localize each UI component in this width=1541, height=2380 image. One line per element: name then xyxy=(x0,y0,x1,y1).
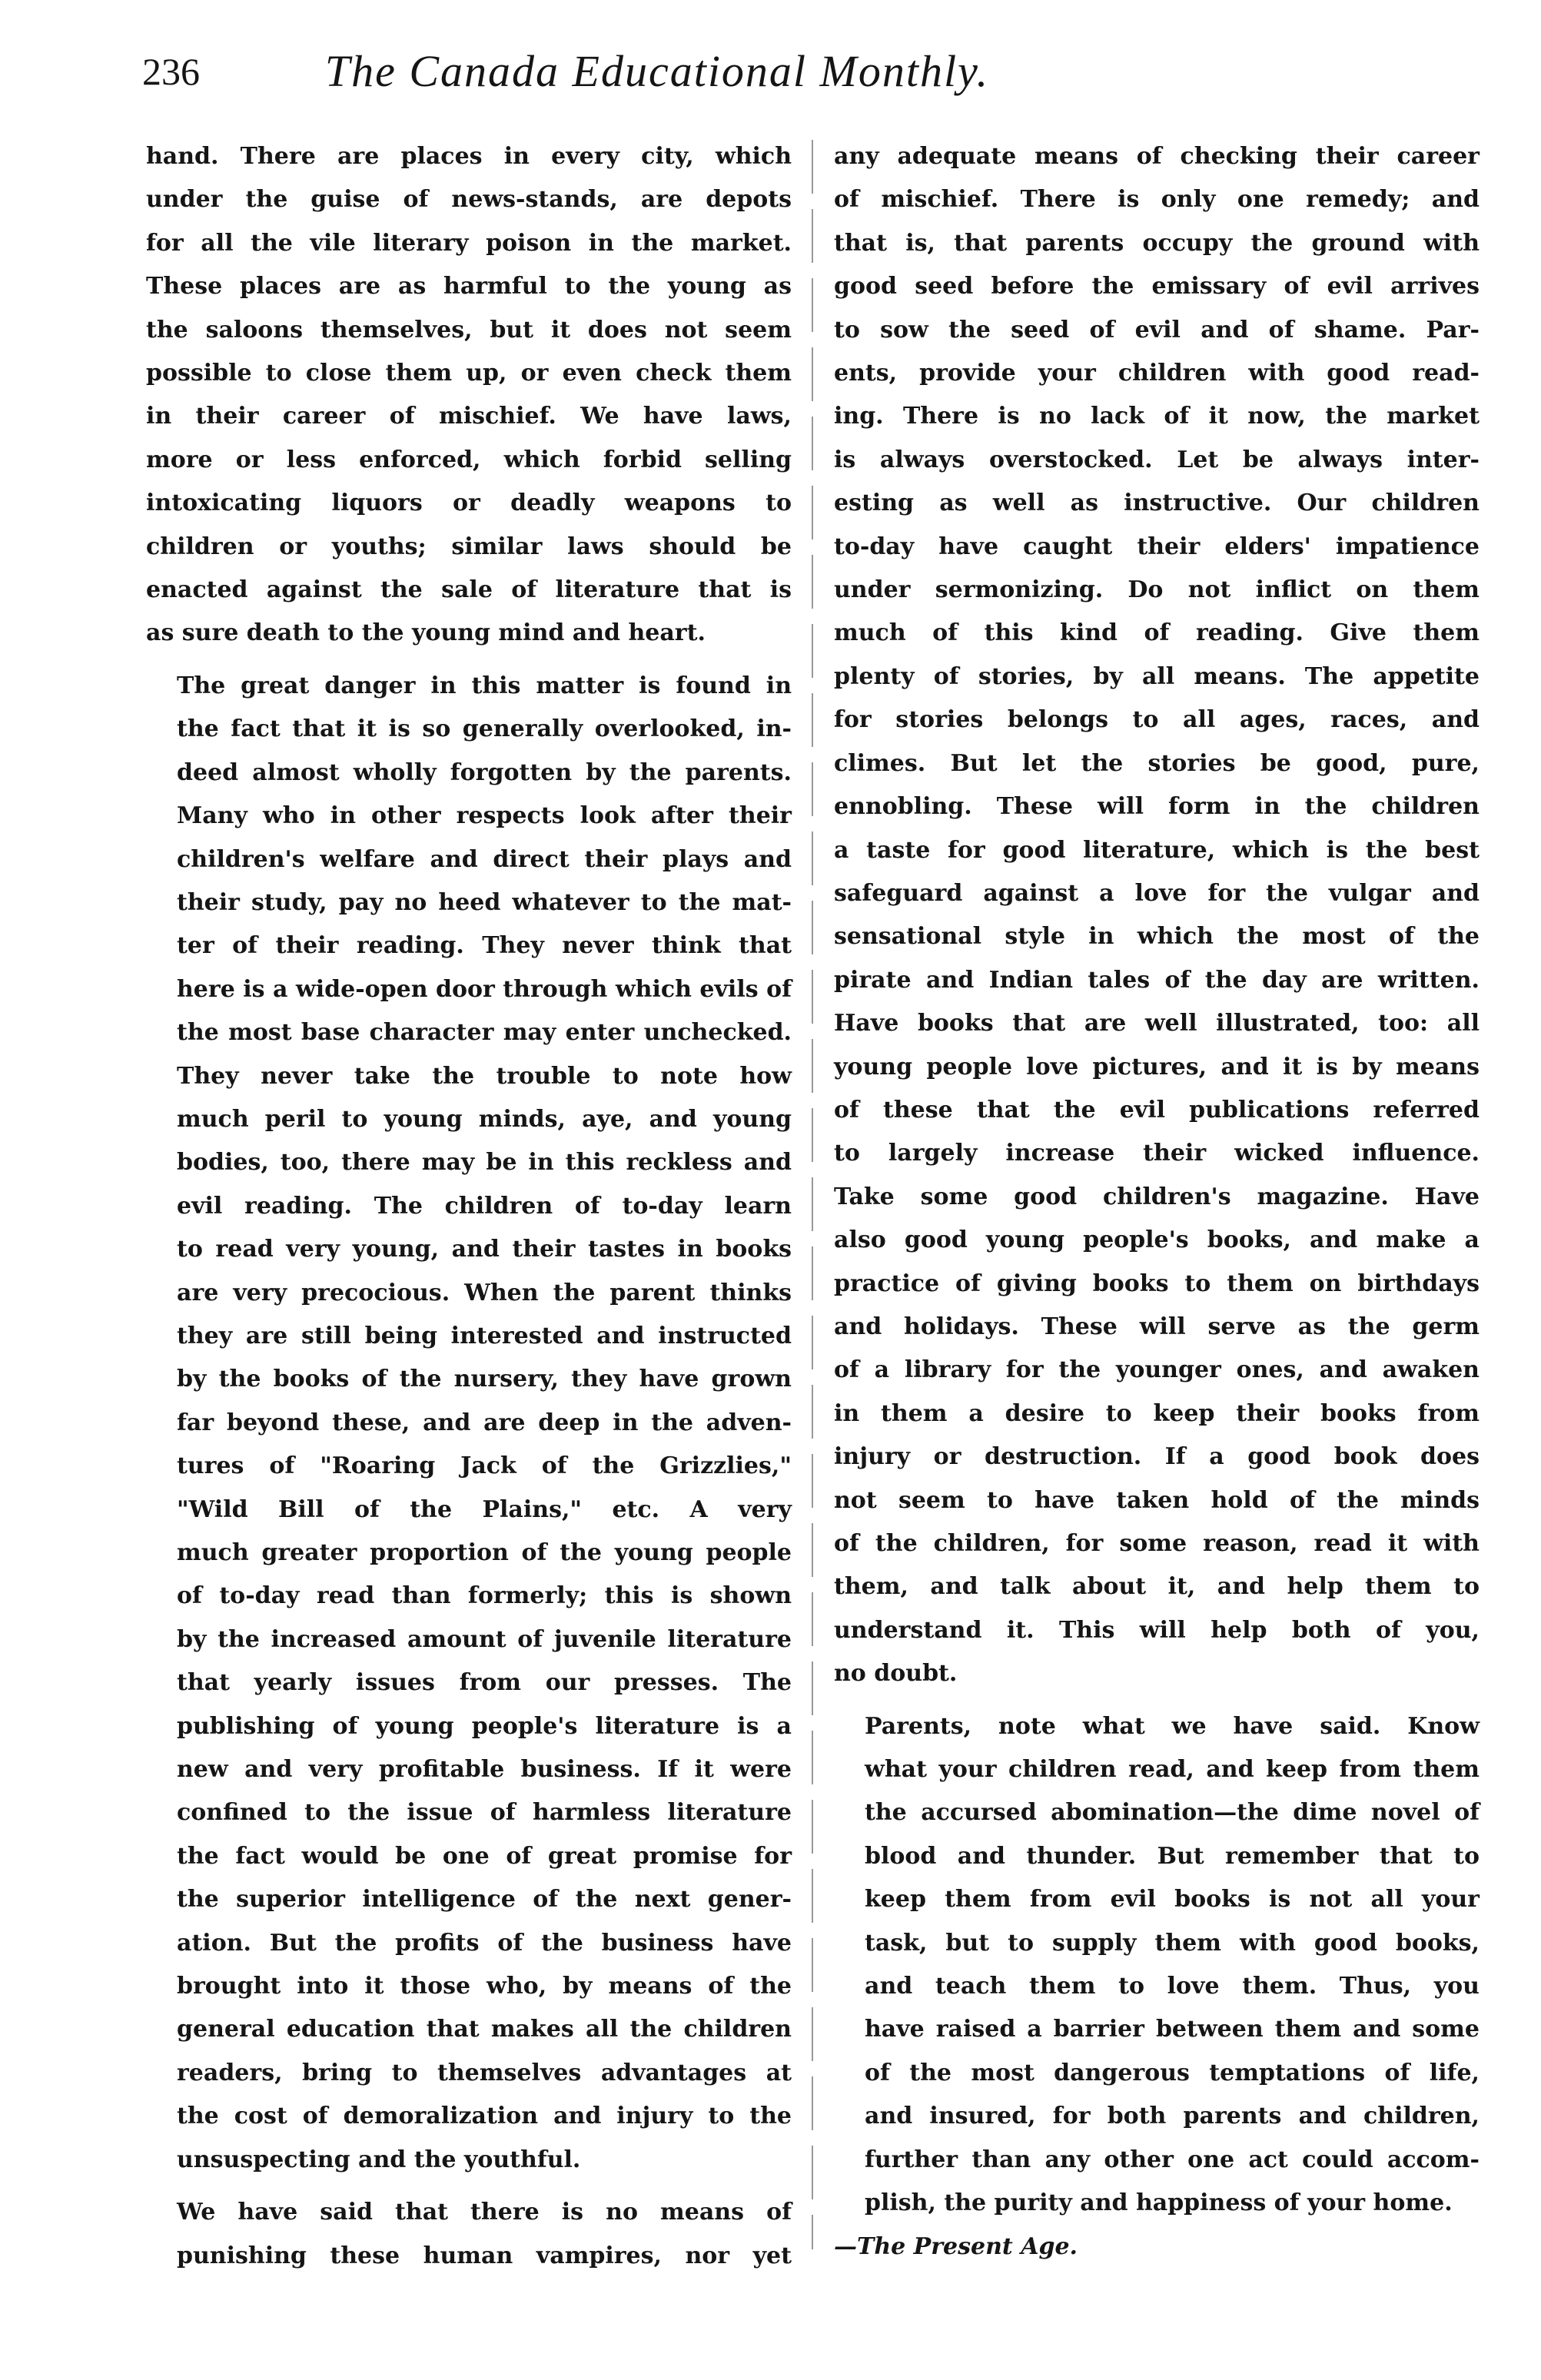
text-line: general education that makes all the children xyxy=(177,2016,792,2043)
text-line: the accursed abomination—the dime novel of xyxy=(865,1799,1480,1827)
text-line: ing. There is no lack of it now, the market xyxy=(834,403,1480,430)
text-line: much of this kind of reading. Give them xyxy=(834,619,1480,647)
left-column xyxy=(146,135,792,2287)
text-line: keep them from evil books is not all your xyxy=(865,1886,1480,1914)
text-line: injury or destruction. If a good book does xyxy=(834,1443,1480,1471)
text-line: These places are as harmful to the young as xyxy=(146,273,792,300)
text-line: tures of "Roaring Jack of the Grizzlies," xyxy=(177,1452,792,1480)
paragraph xyxy=(834,1705,1480,2226)
text-line: the superior intelligence of the next gener- xyxy=(177,1886,792,1914)
text-line: ents, provide your children with good read- xyxy=(834,360,1480,387)
text-line: ation. But the profits of the business have xyxy=(177,1929,792,1957)
text-line: intoxicating liquors or deadly weapons to xyxy=(146,490,792,517)
text-line: good seed before the emissary of evil arrives xyxy=(834,273,1480,300)
text-line: have raised a barrier between them and some xyxy=(865,2016,1480,2043)
text-line: "Wild Bill of the Plains," etc. A very xyxy=(177,1495,792,1523)
text-line: climes. But let the stories be good, pure, xyxy=(834,749,1480,777)
running-title: The Canada Educational Monthly. xyxy=(324,46,990,96)
text-line: task, but to supply them with good books, xyxy=(865,1929,1480,1957)
text-line: not seem to have taken hold of the minds xyxy=(834,1486,1480,1514)
text-line: esting as well as instructive. Our children xyxy=(834,490,1480,517)
text-line: that is, that parents occupy the ground with xyxy=(834,229,1480,257)
text-line: of a library for the younger ones, and awaken xyxy=(834,1356,1480,1384)
text-line: practice of giving books to them on birthdays xyxy=(834,1270,1480,1297)
text-line: under the guise of news-stands, are depots xyxy=(146,186,792,214)
text-line: any adequate means of checking their career xyxy=(834,143,1480,170)
text-line: enacted against the sale of literature that is xyxy=(146,576,792,604)
text-line: plish, the purity and happiness of your home. xyxy=(865,2189,1453,2217)
text-line: of to-day read than formerly; this is shown xyxy=(177,1582,792,1610)
text-line: unsuspecting and the youthful. xyxy=(177,2146,581,2173)
text-line: ter of their reading. They never think that xyxy=(177,932,792,960)
text-line: hand. There are places in every city, which xyxy=(146,143,792,170)
text-line: to largely increase their wicked influence. xyxy=(834,1140,1480,1167)
text-line: is always overstocked. Let be always inter- xyxy=(834,446,1480,473)
text-line: to sow the seed of evil and of shame. Par- xyxy=(834,316,1480,344)
text-line: far beyond these, and are deep in the adven- xyxy=(177,1409,792,1436)
text-line: Many who in other respects look after their xyxy=(177,802,792,830)
text-line: much peril to young minds, aye, and young xyxy=(177,1105,792,1133)
paragraph xyxy=(146,665,792,2182)
page-header xyxy=(142,45,1172,98)
text-line: readers, bring to themselves advantages at xyxy=(177,2059,792,2086)
text-line: further than any other one act could accom- xyxy=(865,2146,1480,2173)
text-line: Take some good children's magazine. Have xyxy=(834,1183,1480,1210)
text-line: Parents, note what we have said. Know xyxy=(865,1712,1480,1740)
text-line: their study, pay no heed whatever to the mat- xyxy=(177,888,792,916)
text-line: understand it. This will help both of you, xyxy=(834,1616,1480,1644)
text-line: new and very profitable business. If it were xyxy=(177,1756,792,1784)
text-line: young people love pictures, and it is by means xyxy=(834,1053,1480,1080)
text-line: to-day have caught their elders' impatience xyxy=(834,533,1480,560)
text-line: possible to close them up, or even check them xyxy=(146,360,792,387)
text-line: evil reading. The children of to-day learn xyxy=(177,1192,792,1220)
text-line: pirate and Indian tales of the day are written. xyxy=(834,966,1480,994)
text-line: We have said that there is no means of xyxy=(177,2199,792,2226)
text-line: what your children read, and keep from them xyxy=(865,1756,1480,1784)
text-line: here is a wide-open door through which evils of xyxy=(177,975,792,1003)
right-column xyxy=(834,135,1480,2287)
text-line: under sermonizing. Do not inflict on them xyxy=(834,576,1480,604)
paragraph xyxy=(834,135,1480,1696)
text-line: no doubt. xyxy=(834,1660,958,1688)
text-line: in them a desire to keep their books from xyxy=(834,1399,1480,1427)
attribution: —The Present Age. xyxy=(834,2232,1078,2260)
column-divider xyxy=(812,140,813,2249)
text-line: in their career of mischief. We have laws, xyxy=(146,403,792,430)
text-line: they are still being interested and instructed xyxy=(177,1322,792,1349)
text-line: children's welfare and direct their plays and xyxy=(177,845,792,873)
text-line: punishing these human vampires, nor yet xyxy=(177,2242,792,2269)
text-line: of the children, for some reason, read it with xyxy=(834,1530,1480,1557)
text-line: and teach them to love them. Thus, you xyxy=(865,1973,1480,2000)
text-line: them, and talk about it, and help them to xyxy=(834,1573,1480,1601)
text-line: that yearly issues from our presses. The xyxy=(177,1669,792,1697)
text-line: the fact that it is so generally overlooked, in- xyxy=(177,715,792,743)
paragraph xyxy=(146,2191,792,2278)
text-line: also good young people's books, and make a xyxy=(834,1227,1480,1254)
text-line: for all the vile literary poison in the market. xyxy=(146,229,792,257)
text-line: children or youths; similar laws should be xyxy=(146,533,792,560)
text-line: Have books that are well illustrated, too: all xyxy=(834,1010,1480,1037)
text-line: the saloons themselves, but it does not seem xyxy=(146,316,792,344)
text-line: brought into it those who, by means of the xyxy=(177,1973,792,2000)
text-line: The great danger in this matter is found in xyxy=(177,672,792,699)
text-line: a taste for good literature, which is the best xyxy=(834,836,1480,864)
text-line: publishing of young people's literature is a xyxy=(177,1712,792,1740)
text-line: sensational style in which the most of the xyxy=(834,923,1480,951)
text-line: as sure death to the young mind and heart. xyxy=(146,619,706,647)
text-line: are very precocious. When the parent thinks xyxy=(177,1279,792,1306)
page-number: 236 xyxy=(142,50,200,93)
text-line: for stories belongs to all ages, races, and xyxy=(834,706,1480,734)
text-line: and holidays. These will serve as the germ xyxy=(834,1313,1480,1340)
text-line: much greater proportion of the young people xyxy=(177,1539,792,1566)
text-line: of mischief. There is only one remedy; and xyxy=(834,186,1480,214)
text-line: by the increased amount of juvenile literature xyxy=(177,1625,792,1653)
text-line: plenty of stories, by all means. The appetite xyxy=(834,662,1480,690)
text-line: They never take the trouble to note how xyxy=(177,1062,792,1090)
text-line: the fact would be one of great promise for xyxy=(177,1842,792,1870)
text-line: blood and thunder. But remember that to xyxy=(865,1842,1480,1870)
text-line: ennobling. These will form in the children xyxy=(834,793,1480,821)
text-line: deed almost wholly forgotten by the parents. xyxy=(177,758,792,786)
text-line: of the most dangerous temptations of life, xyxy=(865,2059,1480,2086)
text-line: the most base character may enter unchecked. xyxy=(177,1019,792,1047)
text-line: safeguard against a love for the vulgar and xyxy=(834,879,1480,907)
text-line: confined to the issue of harmless literature xyxy=(177,1799,792,1827)
text-line: more or less enforced, which forbid selling xyxy=(146,446,792,473)
text-line: of these that the evil publications referred xyxy=(834,1096,1480,1124)
text-line: and insured, for both parents and children, xyxy=(865,2103,1480,2130)
text-line: to read very young, and their tastes in books xyxy=(177,1236,792,1263)
text-line: by the books of the nursery, they have grown xyxy=(177,1366,792,1393)
text-line: the cost of demoralization and injury to the xyxy=(177,2103,792,2130)
paragraph xyxy=(146,135,792,656)
text-line: bodies, too, there may be in this reckless and xyxy=(177,1149,792,1177)
